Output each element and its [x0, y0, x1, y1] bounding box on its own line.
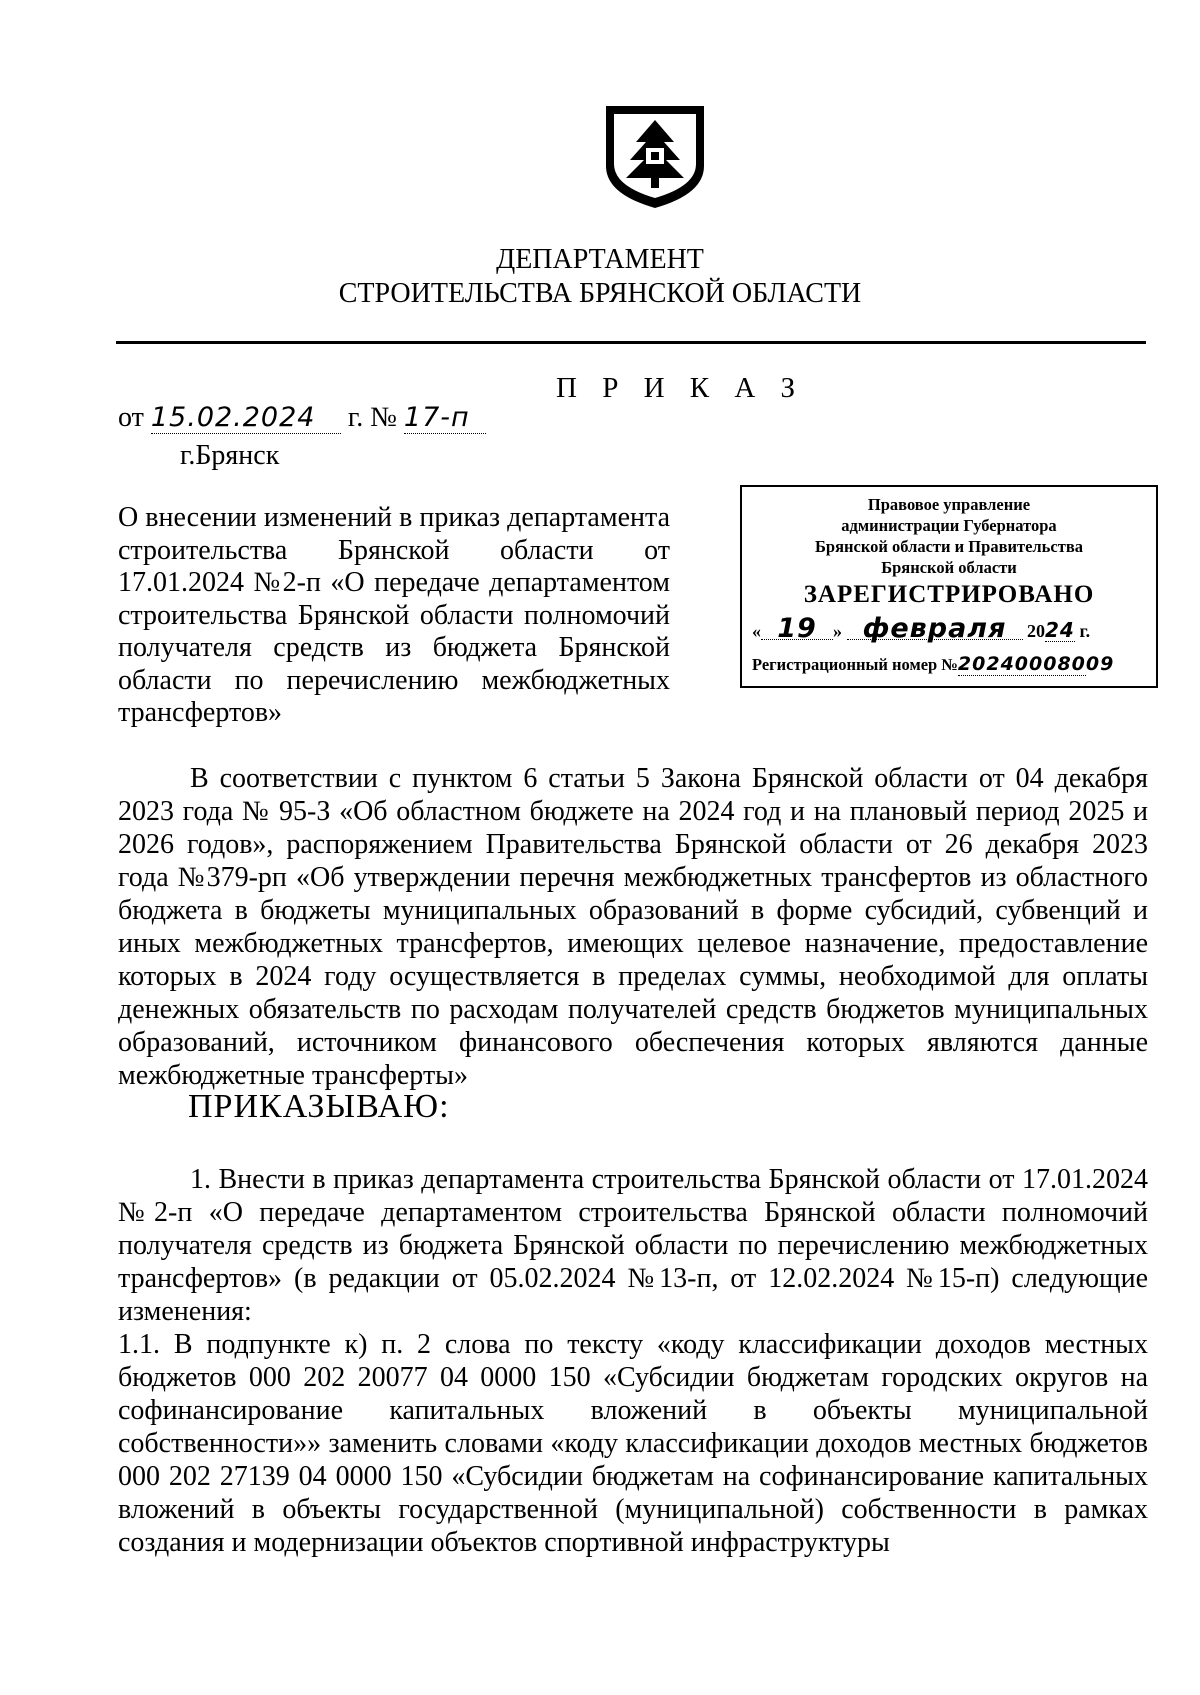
from-label: от — [118, 402, 144, 433]
stamp-line3: Брянской области и Правительства — [815, 537, 1083, 556]
stamp-day-open: « — [752, 621, 761, 641]
city: г.Брянск — [180, 440, 280, 471]
item-1 — [118, 1163, 1148, 1328]
stamp-line1: Правовое управление — [867, 495, 1031, 514]
number-label: г. № — [347, 402, 397, 433]
stamp-year-unit: г. — [1079, 621, 1091, 641]
stamp-day: 19 — [761, 618, 833, 640]
order-subject — [118, 502, 670, 730]
stamp-reg-number: 20240008009 — [957, 653, 1115, 675]
stamp-year-prefix: 20 — [1027, 621, 1045, 641]
order-subject-text: О внесении изменений в приказ департамента строительства Брянской области от 17.01.2024 №2-п «О передаче департаментом строительства Брянской области полномочий получателя средств из бюджета Брянской области по перечислению межбюджетных трансфертов» — [118, 502, 670, 728]
item-1-text: 1. Внести в приказ департамента строительства Брянской области от 17.01.2024 №2-п «О передаче департаментом строительства Брянской области полномочий получателя средств из бюджета Брянской области по перечислению межбюджетных трансфертов» (в редакции от 05.02.2024 №13-п, от 12.02.2024 №15-п) следующие изменения: — [118, 1164, 1148, 1327]
coat-of-arms-emblem — [602, 102, 708, 210]
stamp-year-suffix: 24 — [1045, 618, 1075, 642]
stamp-month: февраля — [847, 618, 1023, 640]
stamp-date-line — [752, 613, 1146, 644]
department-name-line1: ДЕПАРТАМЕНТ — [496, 244, 704, 275]
stamp-line2: администрации Губернатора — [841, 516, 1057, 535]
header-divider — [116, 341, 1146, 344]
stamp-reg-line — [752, 654, 1146, 676]
stamp-reg-label: Регистрационный номер № — [752, 655, 958, 674]
order-date: 15.02.2024 — [151, 402, 341, 434]
stamp-line4: Брянской области — [881, 558, 1017, 577]
registration-stamp — [740, 485, 1158, 688]
preamble-text: В соответствии с пунктом 6 статьи 5 Закона Брянской области от 04 декабря 2023 года № 95-З «Об областном бюджете на 2024 год и на плановый период 2025 и 2026 годов», распоряжением Правительства Брянской области от 26 декабря 2023 года №379-рп «Об утверждении перечня межбюджетных трансфертов из областного бюджета в бюджеты муниципальных образований в форме субсидий, субвенций и иных межбюджетных трансфертов, имеющих целевое назначение, предоставление которых в 2024 году осуществляется в пределах суммы, необходимой для оплаты денежных обязательств по расходам получателей средств бюджетов муниципальных образований, источником финансового обеспечения которых являются данные межбюджетные трансферты» — [118, 763, 1148, 1091]
stamp-registered: ЗАРЕГИСТРИРОВАНО — [803, 581, 1095, 608]
item-1-1-text: 1.1. В подпункте к) п. 2 слова по тексту «коду классификации доходов местных бюджетов 000 202 20077 04 0000 150 «Субсидии бюджетам городских округов на софинансирование капитальных вложений в объекты муниципальной собственности»» заменить словами «коду классификации доходов местных бюджетов 000 202 27139 04 0000 150 «Субсидии бюджетам на софинансирование капитальных вложений в объекты государственной (муниципальной) собственности в рамках создания и модернизации объектов спортивной инфраструктуры — [118, 1329, 1148, 1558]
stamp-day-close: » — [833, 621, 842, 641]
command-word: ПРИКАЗЫВАЮ: — [188, 1088, 450, 1125]
document-title: П Р И К А З — [556, 372, 805, 404]
order-number: 17-п — [404, 402, 486, 434]
item-1-1 — [118, 1328, 1148, 1559]
order-date-line — [118, 402, 486, 434]
preamble — [118, 762, 1148, 1092]
department-name-line2: СТРОИТЕЛЬСТВА БРЯНСКОЙ ОБЛАСТИ — [338, 278, 862, 309]
